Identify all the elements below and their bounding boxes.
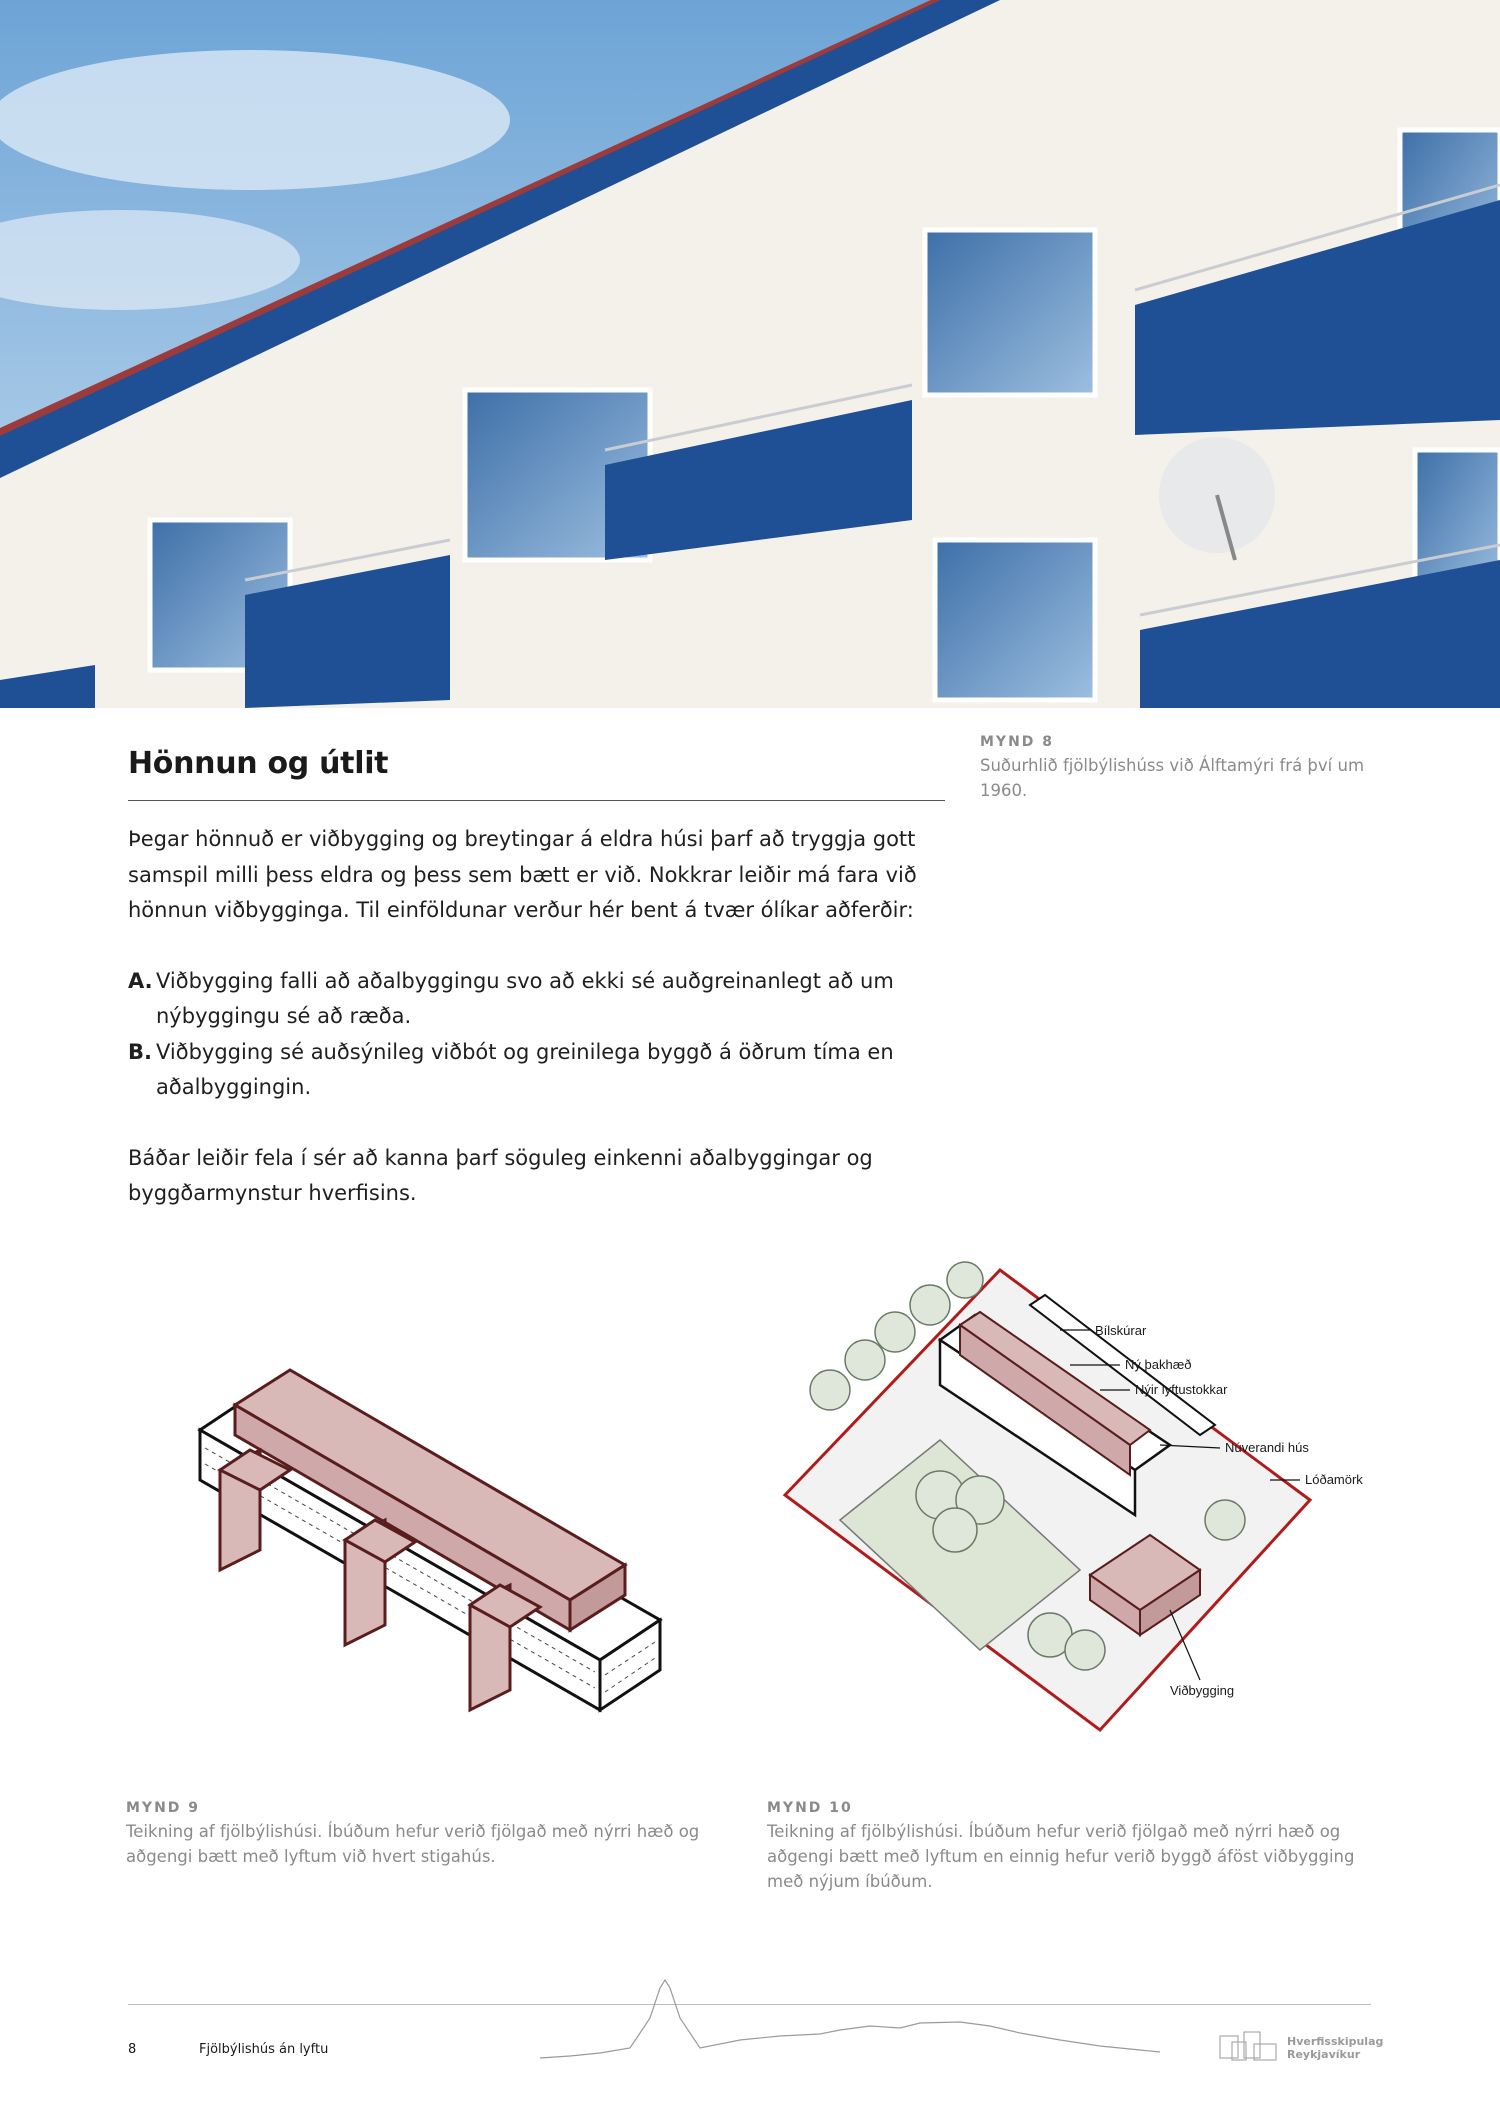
logo-text (1287, 2035, 1383, 2061)
skyline-illustration (540, 1978, 1160, 2068)
figure-9-caption (126, 1800, 726, 1869)
figure-10-text: Teikning af fjölbýlishúsi. Íbúðum hefur verið fjölgað með nýrri hæð og aðgengi bætt með lyftum en einnig hefur verið byggð áföst viðbygging með nýjum íbúðum. (767, 1822, 1355, 1891)
list-item (128, 964, 958, 1035)
list-item-letter: B. (128, 1039, 152, 1064)
label-new-elevators: Nýir lyftustokkar (1135, 1382, 1228, 1397)
logo-line-1: Hverfisskipulag (1287, 2035, 1384, 2048)
figure-8-caption (980, 734, 1380, 803)
figure-9-label: MYND 9 (126, 1800, 201, 1816)
body-text (128, 822, 958, 1212)
title-divider (128, 800, 945, 801)
figure-9-text: Teikning af fjölbýlishúsi. Íbúðum hefur verið fjölgað með nýrri hæð og aðgengi bætt með lyftum við hvert stigahús. (126, 1822, 700, 1866)
options-list (128, 964, 958, 1106)
label-new-roof: Ný þakhæð (1125, 1357, 1192, 1372)
figure-9-drawing (180, 1280, 700, 1720)
hero-photo (0, 0, 1500, 708)
label-existing-house: Núverandi hús (1225, 1440, 1309, 1455)
intro-paragraph: Þegar hönnuð er viðbygging og breytingar á eldra húsi þarf að tryggja gott samspil milli þess eldra og þess sem bætt er við. Nokkrar leiðir má fara við hönnun viðbygginga. Til einföldunar verður hér bent á tvær ólíkar aðferðir: (128, 827, 917, 922)
section-title: Hönnun og útlit (128, 746, 389, 781)
document-title: Fjölbýlishús án lyftu (199, 2042, 329, 2057)
label-extension: Viðbygging (1170, 1683, 1235, 1698)
list-item (128, 1035, 958, 1106)
figure-10-drawing (770, 1250, 1390, 1750)
figure-8-label: MYND 8 (980, 734, 1055, 750)
page-number: 8 (128, 2042, 137, 2057)
logo-line-2: Reykjavíkur (1287, 2048, 1361, 2061)
figure-10-caption (767, 1800, 1367, 1894)
label-lot-boundary: Lóðamörk (1305, 1472, 1363, 1487)
list-item-text: Viðbygging sé auðsýnileg viðbót og greinilega byggð á öðrum tíma en aðalbyggingin. (156, 1039, 894, 1099)
list-item-text: Viðbygging falli að aðalbyggingu svo að ekki sé auðgreinanlegt að um nýbyggingu sé að ræða. (156, 968, 894, 1028)
figure-8-text: Suðurhlið fjölbýlishúss við Álftamýri frá því um 1960. (980, 756, 1365, 800)
outro-paragraph: Báðar leiðir fela í sér að kanna þarf söguleg einkenni aðalbyggingar og byggðarmynstur hverfisins. (128, 1145, 873, 1205)
figure-10-label: MYND 10 (767, 1800, 853, 1816)
list-item-letter: A. (128, 968, 153, 993)
label-garages: Bílskúrar (1095, 1323, 1147, 1338)
